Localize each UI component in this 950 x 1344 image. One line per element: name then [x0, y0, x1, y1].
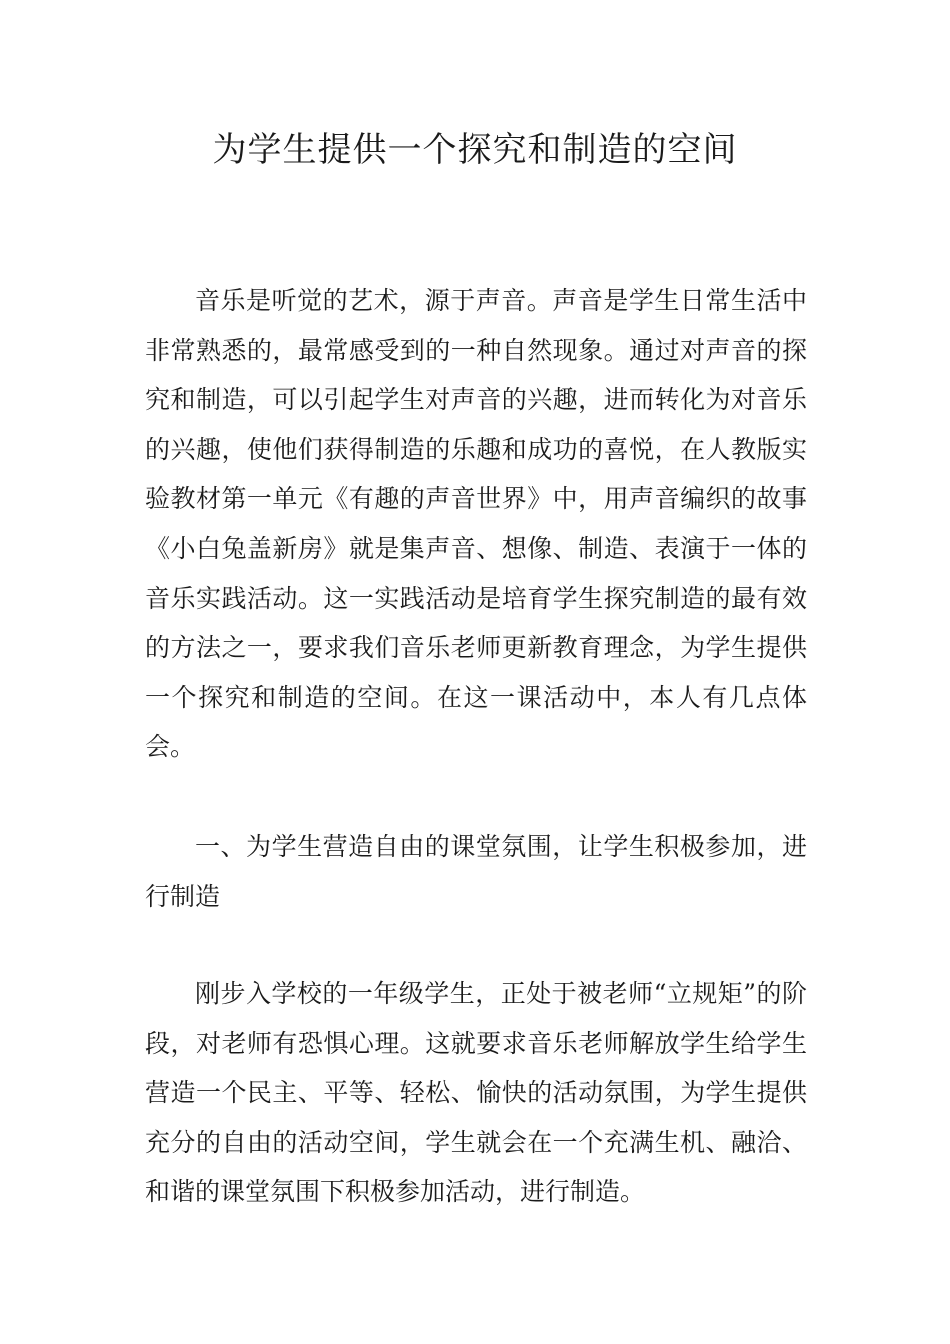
paragraph-section-1: 刚步入学校的一年级学生，正处于被老师“立规矩”的阶段，对老师有恐惧心理。这就要求音乐老师解放学生给学生营造一个民主、平等、轻松、愉快的活动氛围，为学生提供充分的自由的活动空间，学生就会在一个充满生机、融洽、和谐的课堂氛围下积极参加活动，进行制造。 — [145, 979, 807, 1207]
section-heading-1: 一、为学生营造自由的课堂氛围，让学生积极参加，进行制造 — [145, 832, 807, 911]
document-title: 为学生提供一个探究和制造的空间 — [212, 130, 738, 170]
paragraph-intro: 音乐是听觉的艺术，源于声音。声音是学生日常生活中非常熟悉的，最常感受到的一种自然现象。通过对声音的探究和制造，可以引起学生对声音的兴趣，进而转化为对音乐的兴趣，使他们获得制造的乐趣和成功的喜悦，在人教版实验教材第一单元《有趣的声音世界》中，用声音编织的故事《小白兔盖新房》就是集声音、想像、制造、表演于一体的音乐实践活动。这一实践活动是培育学生探究制造的最有效的方法之一，要求我们音乐老师更新教育理念，为学生提供一个探究和制造的空间。在这一课活动中，本人有几点体会。 — [145, 286, 807, 762]
